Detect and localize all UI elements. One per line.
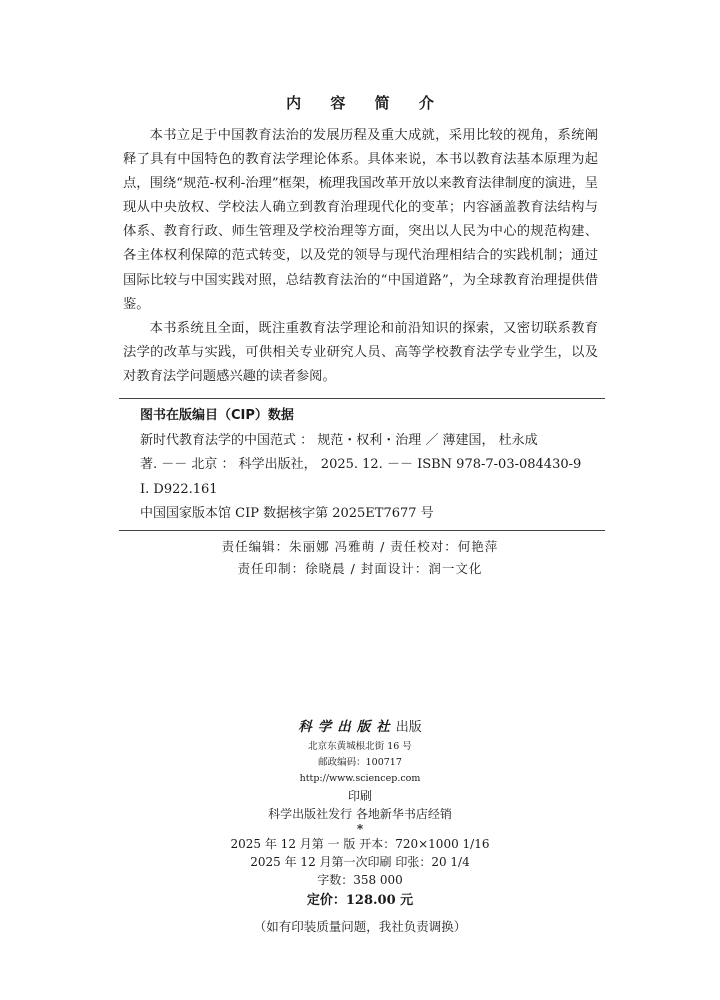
word-count-line: 字数：358 000 — [317, 873, 403, 887]
quality-note: （如有印装质量问题，我社负责调换） — [253, 919, 467, 934]
content-intro — [123, 124, 598, 389]
publisher-logo: 科学出版社 — [298, 719, 396, 735]
divider-bottom — [119, 530, 605, 531]
credits-line-1: 责任编辑：朱丽娜 冯雅萌 / 责任校对：何艳萍 — [221, 539, 499, 554]
printing-line: 2025 年 12 月第一次印刷 印张：20 1/4 — [250, 855, 470, 869]
intro-paragraph-1: 本书立足于中国教育法治的发展历程及重大成就，采用比较的视角，系统阐释了具有中国特色的教育法学理论体系。具体来说，本书以教育法基本原理为起点，围绕“规范-权利-治理”框架，梳理我国改革开放以来教育法律制度的演进，呈现从中央放权、学校法人确立到教育治理现代化的变革；内容涵盖教育法结构与体系、教育行政、师生管理及学校治理等方面，突出以人民为中心的规范构建、各主体权利保障的范式转变，以及党的领导与现代治理相结合的实践机制；通过国际比较与中国实践对照，总结教育法治的“中国道路”，为全球教育治理提供借鉴。 — [123, 128, 598, 312]
separator-star: * — [356, 822, 364, 836]
editorial-credits — [0, 536, 720, 580]
edition-line: 2025 年 12 月第 一 版 开本：720×1000 1/16 — [230, 837, 490, 851]
divider-top — [119, 398, 605, 399]
colophon — [0, 716, 720, 937]
publisher-suffix: 出版 — [395, 720, 422, 735]
price-line: 定价：128.00 元 — [306, 893, 414, 908]
publisher-line — [0, 716, 720, 739]
cip-entry-line-2: 著. －－ 北京 ： 科学出版社， 2025. 12. －－ ISBN 978-7-03-084430-9 — [140, 457, 582, 472]
cip-classification: Ⅰ. D922.161 — [140, 481, 218, 497]
publisher-address: 北京东黄城根北街 16 号 — [308, 741, 412, 752]
intro-paragraph-2: 本书系统且全面，既注重教育法学理论和前沿知识的探索，又密切联系教育法学的改革与实践，可供相关专业研究人员、高等学校教育法学专业学生，以及对教育法学问题感兴趣的读者参阅。 — [123, 320, 598, 384]
credits-line-2: 责任印制：徐晓晨 / 封面设计：润一文化 — [237, 561, 483, 576]
publisher-postcode: 邮政编码：100717 — [318, 757, 402, 768]
printer-line: 印刷 — [347, 789, 372, 803]
section-title: 内 容 简 介 — [286, 94, 446, 112]
cip-record-number: 中国国家版本馆 CIP 数据核字第 2025ET7677 号 — [140, 506, 434, 521]
cip-heading: 图书在版编目（CIP）数据 — [140, 408, 294, 423]
cip-data-block — [140, 404, 590, 527]
publisher-website: http://www.sciencep.com — [299, 773, 421, 784]
cip-entry-line-1: 新时代教育法学的中国范式 ： 规范・权利・治理 ／ 薄建国， 杜永成 — [140, 432, 538, 448]
distribution-line: 科学出版社发行 各地新华书店经销 — [268, 807, 452, 821]
